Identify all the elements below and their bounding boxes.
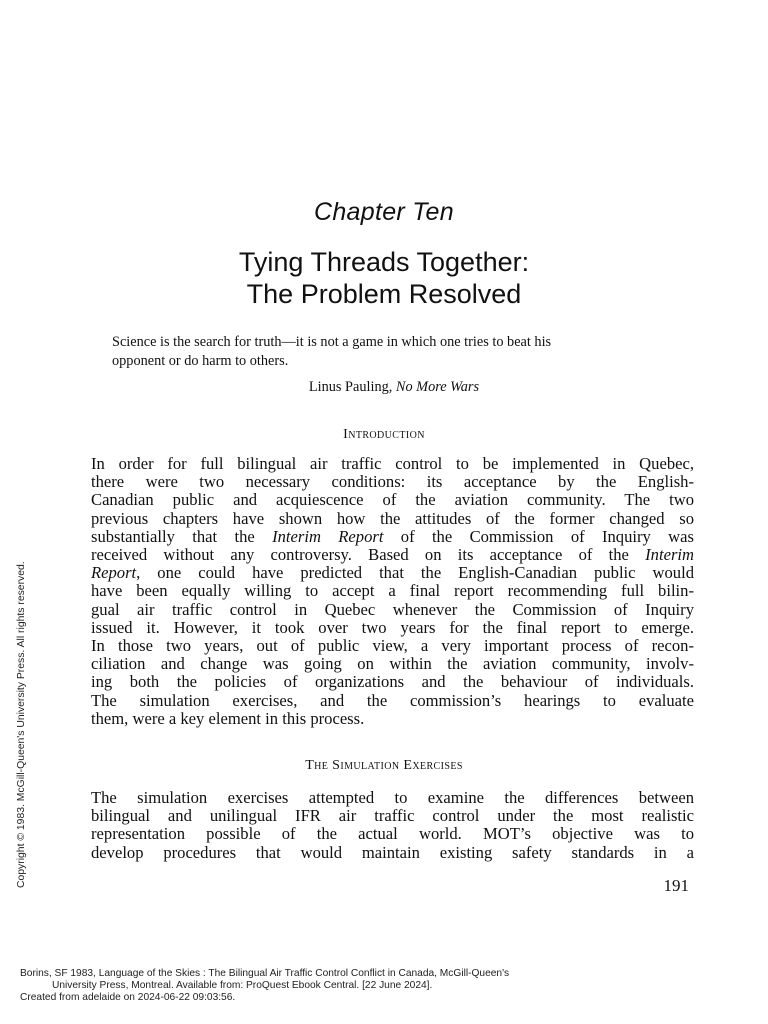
paragraph-line: develop procedures that would maintain existing safety standards in a xyxy=(91,842,694,862)
text-run: , one could have predicted that the English-Canadian public would xyxy=(136,563,694,583)
paragraph-line: there were two necessary conditions: its acceptance by the English- xyxy=(91,472,694,492)
paragraph-line: In order for full bilingual air traffic control to be implemented in Quebec, xyxy=(91,454,694,473)
italic-title: Report xyxy=(91,563,137,583)
chapter-title-line-1: Tying Threads Together: xyxy=(238,247,530,277)
italic-title: Interim Report xyxy=(272,526,384,546)
paragraph-line: issued it. However, it took over two years for the final report to emerge. xyxy=(91,617,694,637)
page-number: 191 xyxy=(663,876,689,895)
paragraph-line: bilingual and unilingual IFR air traffic control under the most realistic xyxy=(91,806,694,826)
paragraph-line: Canadian public and acquiescence of the aviation community. The two xyxy=(91,490,694,510)
introduction-paragraph xyxy=(91,455,694,728)
paragraph-line: ing both the policies of organizations and the behaviour of individuals. xyxy=(91,672,694,692)
paragraph-line: have been equally willing to accept a final report recommending full bilin- xyxy=(91,581,694,601)
footer-line-2: University Press, Montreal. Available from: ProQuest Ebook Central. [22 June 2024]. xyxy=(52,980,433,991)
paragraph-line: them, were a key element in this process. xyxy=(91,708,365,728)
footer-line-1: Borins, SF 1983, Language of the Skies : The Bilingual Air Traffic Control Conflict in Canada, McGill-Queen's xyxy=(20,968,510,979)
text-run: of the Commission of Inquiry was xyxy=(383,526,694,546)
section-heading-introduction: Introduction xyxy=(343,427,425,442)
epigraph-source: No More Wars xyxy=(395,379,480,395)
footer-line-3: Created from adelaide on 2024-06-22 09:03:56. xyxy=(20,992,236,1003)
epigraph-author: Linus Pauling, xyxy=(308,379,396,395)
paragraph-line: The simulation exercises, and the commission’s hearings to evaluate xyxy=(91,690,694,710)
citation-footer xyxy=(20,968,740,1004)
italic-title: Interim xyxy=(645,545,694,565)
simulation-paragraph xyxy=(91,789,694,862)
text-run: substantially that the xyxy=(91,526,273,546)
paragraph-line xyxy=(91,564,694,582)
section-heading-simulation: The Simulation Exercises xyxy=(305,758,463,773)
paragraph-line: In those two years, out of public view, a very important process of recon- xyxy=(91,636,694,656)
chapter-label: Chapter Ten xyxy=(314,198,454,226)
chapter-title xyxy=(0,246,768,310)
paragraph-line: representation possible of the actual world. MOT’s objective was to xyxy=(91,824,694,844)
epigraph-line-1: Science is the search for truth—it is not a game in which one tries to beat his xyxy=(112,334,552,350)
epigraph-line-2: opponent or do harm to others. xyxy=(112,353,289,369)
paragraph-line: ciliation and change was going on within the aviation community, involv- xyxy=(91,654,694,674)
epigraph-quote xyxy=(112,333,687,371)
text-run: received without any controversy. Based on its acceptance of the xyxy=(91,545,646,565)
chapter-title-line-2: The Problem Resolved xyxy=(246,279,522,309)
paragraph-line: previous chapters have shown how the attitudes of the former changed so xyxy=(91,508,694,528)
paragraph-line xyxy=(91,528,694,546)
copyright-notice: Copyright © 1983. McGill-Queen's University Press. All rights reserved. xyxy=(16,561,27,888)
paragraph-line xyxy=(91,546,694,564)
paragraph-line: The simulation exercises attempted to examine the differences between xyxy=(91,788,694,807)
epigraph-attribution xyxy=(0,379,768,396)
paragraph-line: gual air traffic control in Quebec whenever the Commission of Inquiry xyxy=(91,599,694,619)
